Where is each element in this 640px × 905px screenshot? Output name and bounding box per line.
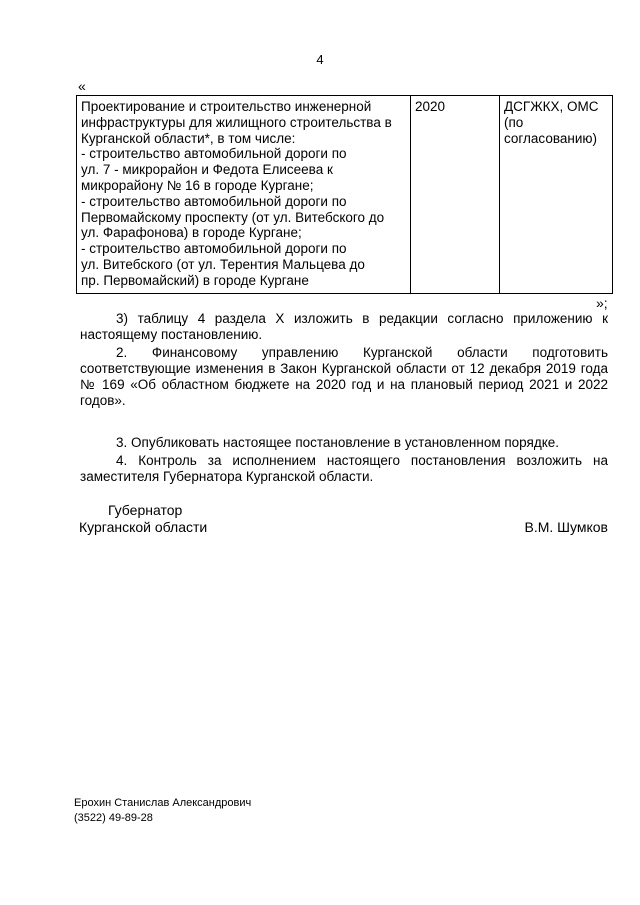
opening-quote: « (78, 78, 86, 94)
paragraph-publish: 3. Опубликовать настоящее постановление в установленном порядке. (116, 435, 560, 450)
closing-quote: »; (596, 295, 608, 311)
responsible-line: ДСГЖКХ, ОМС (504, 99, 599, 114)
signature-region: Курганской области (79, 519, 208, 535)
measures-table (76, 95, 613, 294)
measure-line: - строительство автомобильной дороги по (81, 193, 347, 209)
year-cell: 2020 (411, 96, 500, 294)
responsible-line: (по (504, 114, 524, 130)
responsible-line: согласованию) (504, 130, 597, 146)
table-row (77, 96, 613, 294)
measure-line: Первомайскому проспекту (от ул. Витебского до (81, 209, 385, 225)
measure-line: инфраструктуры для жилищного строительства в (81, 114, 392, 130)
measure-description-cell (77, 96, 411, 294)
contact-phone: (3522) 49-89-28 (74, 812, 153, 824)
measure-line: - строительство автомобильной дороги по (81, 241, 347, 257)
measure-line: - строительство автомобильной дороги по (81, 146, 347, 162)
paragraph-control: 4. Контроль за исполнением настоящего постановления возложить на заместителя Губернатора Курганской области. (80, 453, 608, 484)
page-number: 4 (316, 52, 324, 67)
signatory-name: В.М. Шумков (524, 519, 608, 535)
measure-line: микрорайону № 16 в городе Кургане; (81, 177, 314, 193)
signature-title: Губернатор (108, 502, 183, 518)
measure-line: пр. Первомайский) в городе Кургане (81, 272, 309, 288)
measure-line: Проектирование и строительство инженерной (81, 99, 372, 114)
paragraph-table-4: 3) таблицу 4 раздела X изложить в редакции согласно приложению к настоящему постановлению. (80, 311, 608, 342)
measure-line: ул. Фарафонова) в городе Кургане; (81, 225, 302, 241)
paragraph-finance-department: 2. Финансовому управлению Курганской области подготовить соответствующие изменения в Закон Курганской области от 12 декабря 2019 года № 169 «Об областном бюджете на 2020 год и на плановый период 2021 и 2022 годов». (80, 345, 608, 408)
measure-line: ул. 7 - микрорайон и Федота Елисеева к (81, 162, 333, 178)
measure-line: ул. Витебского (от ул. Терентия Мальцева до (81, 256, 365, 272)
contact-name: Ерохин Станислав Александрович (74, 797, 252, 809)
responsible-cell (500, 96, 613, 294)
measure-line: Курганской области*, в том числе: (81, 130, 296, 146)
